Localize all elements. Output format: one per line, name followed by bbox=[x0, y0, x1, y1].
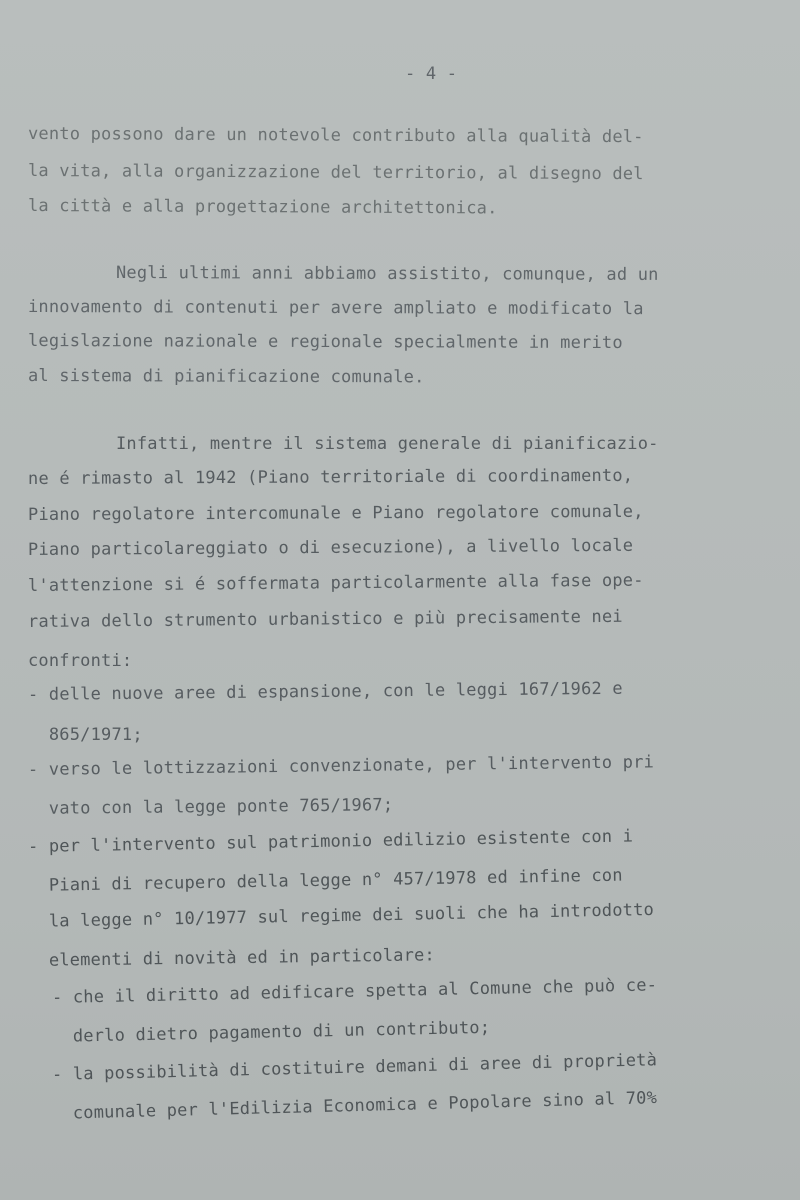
paragraph-2-line-3: legislazione nazionale e regionale specialmente in merito bbox=[27, 331, 623, 354]
list-item-2-line-1: - verso le lottizzazioni convenzionate, per l'intervento pri bbox=[27, 752, 655, 780]
paragraph-3-line-6: rativa dello strumento urbanistico e più precisamente nei bbox=[27, 606, 623, 632]
sublist-item-2-line-2: comunale per l'Edilizia Economica e Popolare sino al 70% bbox=[51, 1088, 658, 1124]
paragraph-3-line-5: l'attenzione si é soffermata particolarmente alla fase ope- bbox=[27, 570, 644, 596]
list-item-1-line-2: 865/1971; bbox=[28, 725, 143, 745]
sublist-item-2-line-1: - la possibilità di costituire demani di aree di proprietà bbox=[51, 1050, 658, 1085]
paragraph-3-line-1: Infatti, mentre il sistema generale di pianificazio- bbox=[116, 434, 659, 454]
paragraph-3-line-3: Piano regolatore intercomunale e Piano regolatore comunale, bbox=[27, 501, 644, 525]
list-item-3-line-4: elementi di novità ed in particolare: bbox=[27, 945, 436, 971]
paragraph-3-line-4: Piano particolareggiato o di esecuzione), a livello locale bbox=[27, 535, 634, 560]
paragraph-2-line-1: Negli ultimi anni abbiamo assistito, comunque, ad un bbox=[115, 263, 659, 285]
paragraph-1-line-2: la vita, alla organizzazione del territorio, al disegno del bbox=[27, 161, 644, 185]
list-item-2-line-2: vato con la legge ponte 765/1967; bbox=[27, 795, 394, 819]
list-item-3-line-1: - per l'intervento sul patrimonio edilizio esistente con i bbox=[27, 826, 634, 857]
sublist-item-1-line-1: - che il diritto ad edificare spetta al Comune che può ce- bbox=[51, 975, 658, 1008]
list-item-3-line-3: la legge n° 10/1977 sul regime dei suoli che ha introdotto bbox=[27, 899, 655, 932]
paragraph-1-line-3: la città e alla progettazione architettonica. bbox=[27, 196, 498, 219]
paragraph-3-line-7: confronti: bbox=[28, 651, 133, 671]
paragraph-3-line-2: ne é rimasto al 1942 (Piano territoriale di coordinamento, bbox=[27, 465, 634, 489]
sublist-item-1-line-2: derlo dietro pagamento di un contributo; bbox=[51, 1017, 491, 1047]
paragraph-1-line-1: vento possono dare un notevole contributo alla qualità del- bbox=[27, 124, 644, 148]
paragraph-2-line-4: al sistema di pianificazione comunale. bbox=[27, 366, 425, 388]
list-item-1-line-1: - delle nuove aree di espansione, con le leggi 167/1962 e bbox=[27, 678, 623, 705]
page-number: - 4 - bbox=[405, 64, 458, 84]
paragraph-2-line-2: innovamento di contenuti per avere ampliato e modificato la bbox=[27, 297, 644, 320]
list-item-3-line-2: Piani di recupero della legge n° 457/1978 ed infine con bbox=[27, 865, 623, 896]
